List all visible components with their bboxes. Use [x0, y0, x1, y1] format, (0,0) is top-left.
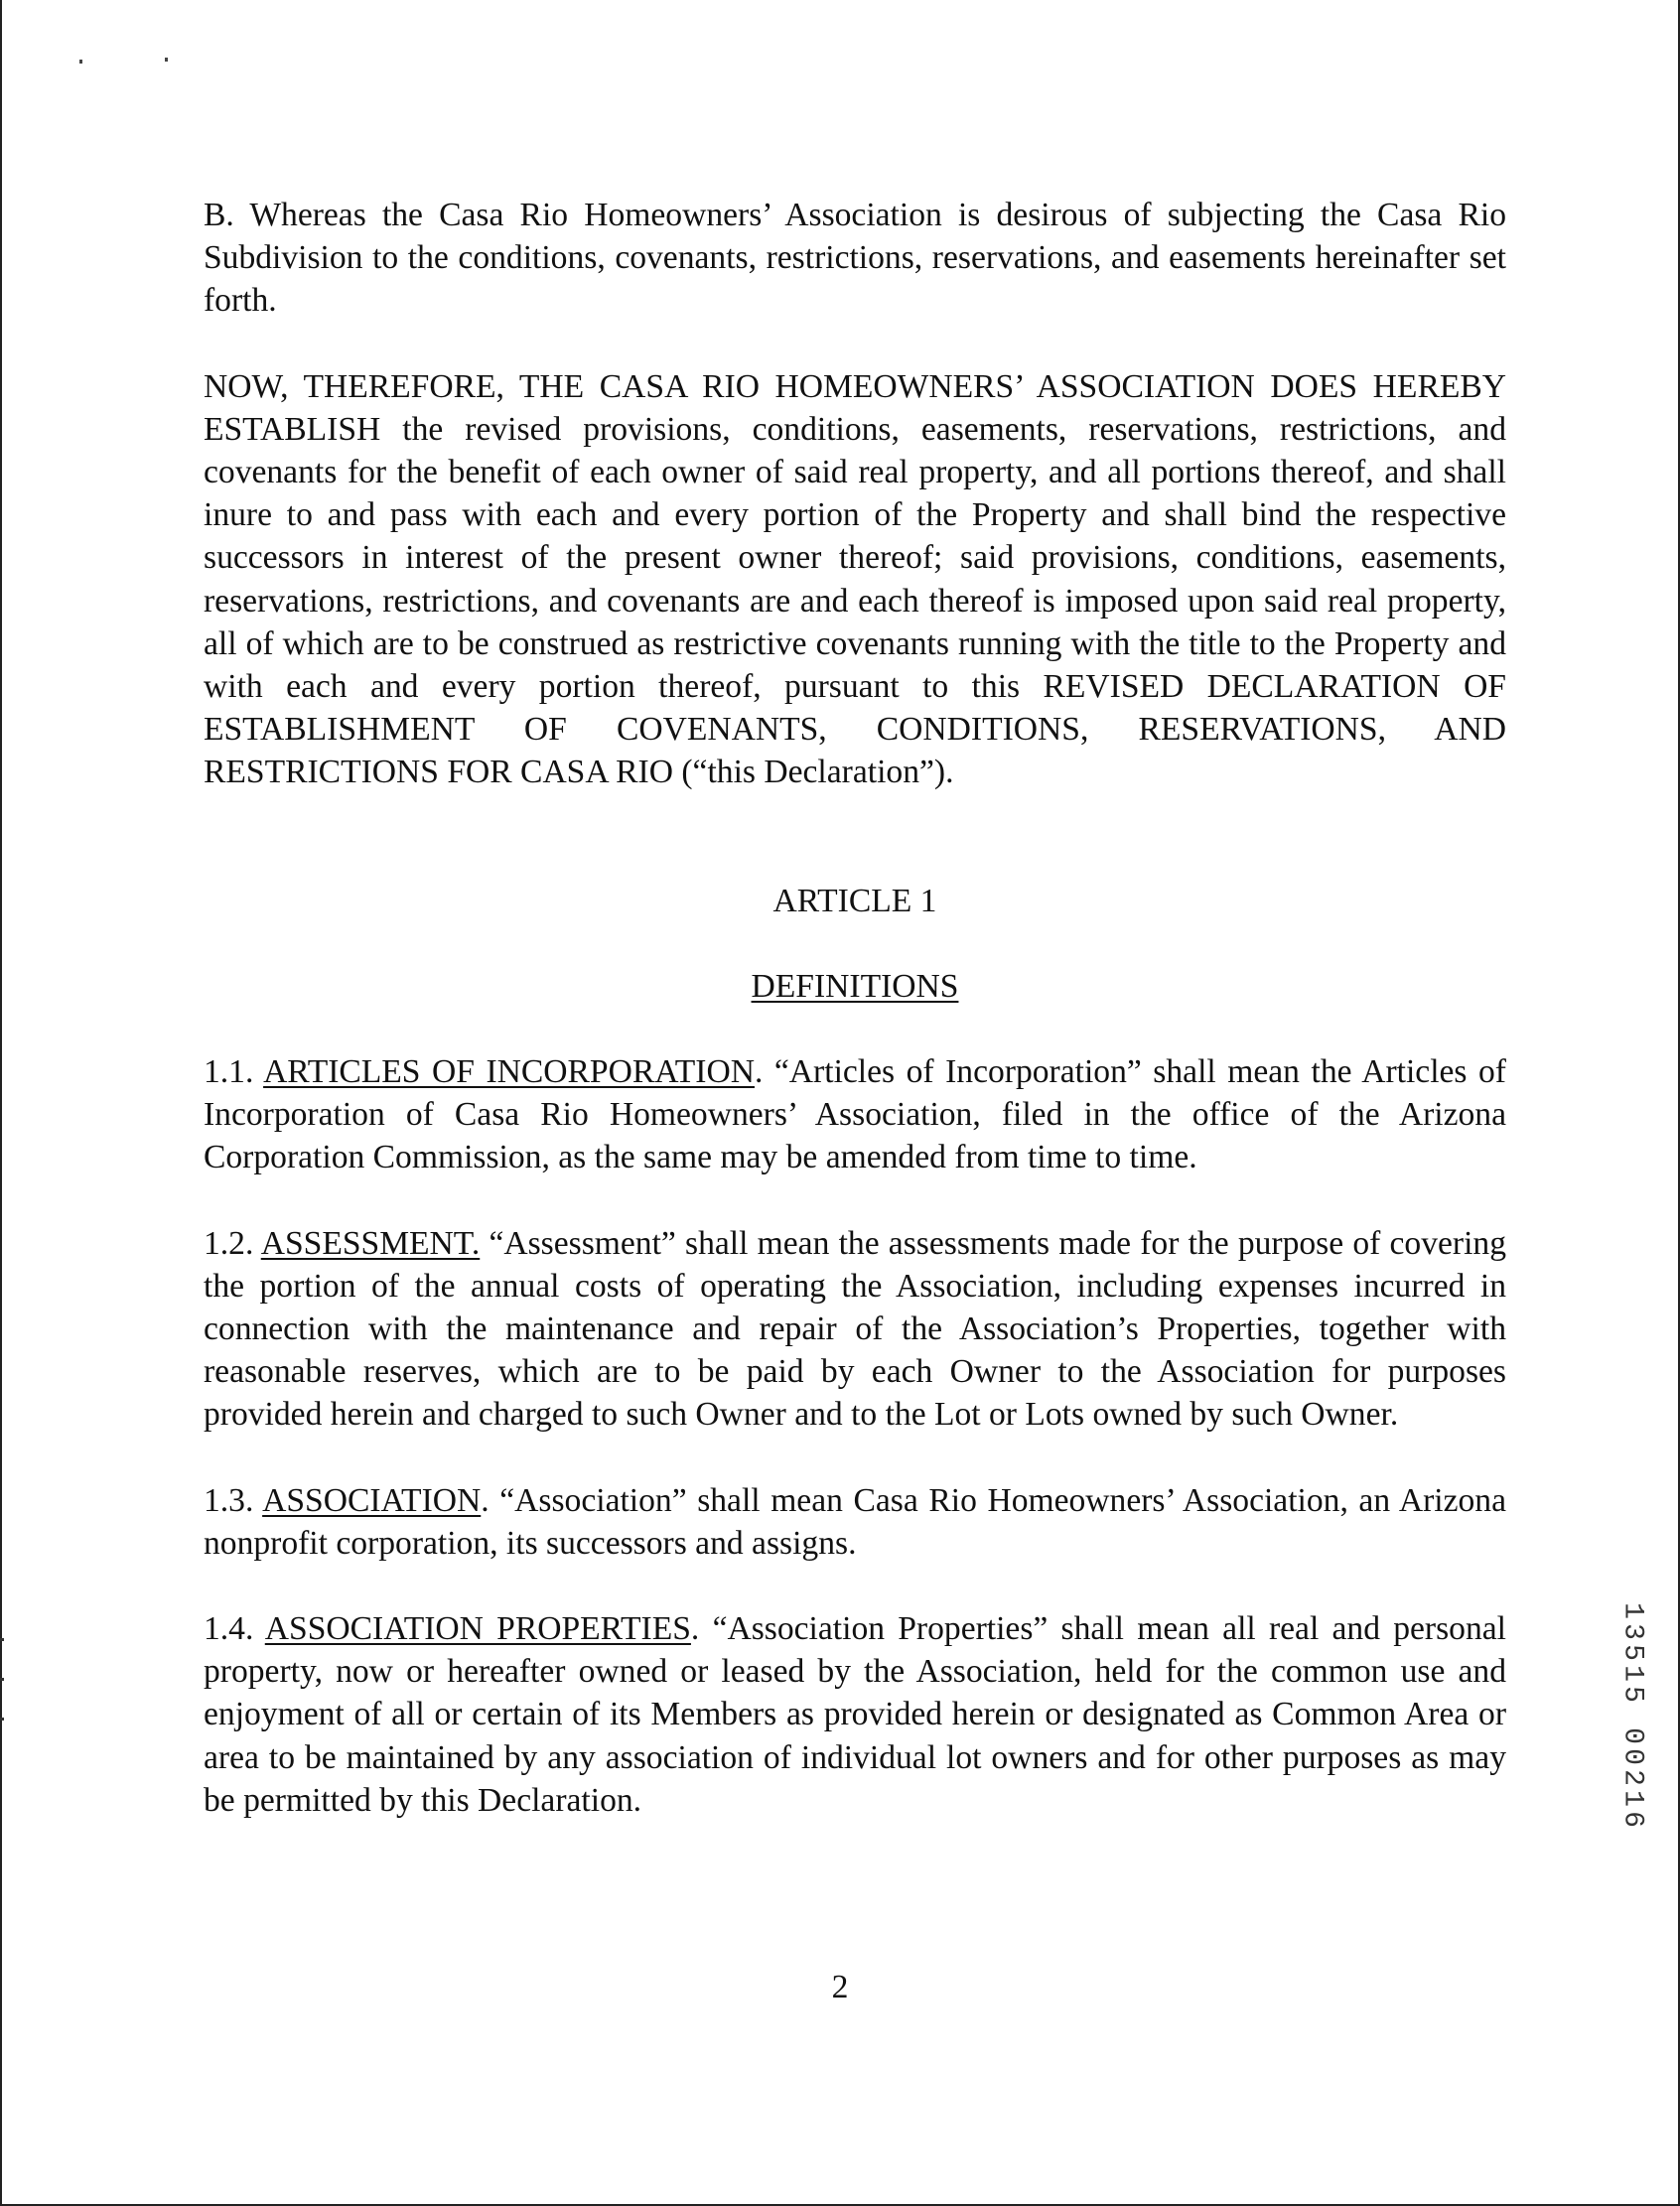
section-term-suffix: . [481, 1481, 490, 1519]
recording-stamp-glyph: 5 [1616, 1644, 1648, 1661]
definitions-heading: DEFINITIONS [751, 967, 959, 1005]
recital-b: B. Whereas the Casa Rio Homeowners’ Association is desirous of subjecting the Casa Rio Subdivision to the conditions, covenants, restrictions, reservations, and easements hereinafter set forth. [204, 197, 1506, 320]
section-1-3 [204, 1479, 1506, 1565]
section-1-4 [204, 1607, 1506, 1822]
page-number: 2 [831, 1969, 849, 2005]
recording-stamp-glyph: 2 [1616, 1769, 1648, 1786]
section-term-suffix: . [754, 1053, 764, 1091]
section-text: “Articles of Incorporation” shall mean the Articles of Incorporation of Casa Rio Homeowners’ Association, filed in the office of the Arizona Corporation Commission, as the same may be amended from time to time. [204, 1053, 1506, 1176]
recording-stamp-glyph: 5 [1616, 1686, 1648, 1703]
recording-stamp-glyph: 6 [1616, 1811, 1648, 1828]
section-term: ASSESSMENT. [260, 1224, 481, 1262]
recording-stamp-glyph: 3 [1616, 1623, 1648, 1640]
article-heading: ARTICLE 1 [772, 882, 937, 919]
section-number: 1.1. [204, 1053, 254, 1091]
section-text: “Association” shall mean Casa Rio Homeowners’ Association, an Arizona nonprofit corporation, its successors and assigns. [204, 1481, 1506, 1562]
recording-stamp-glyph: 0 [1616, 1748, 1648, 1765]
recording-stamp-glyph: 1 [1616, 1665, 1648, 1682]
margin-ticks [0, 1638, 6, 1757]
recording-stamp [1612, 1600, 1652, 1830]
section-number: 1.4. [204, 1610, 254, 1648]
section-text: “Association Properties” shall mean all real and personal property, now or hereafter owned or leased by the Association, held for the common use and enjoyment of all or certain of its Members as provided herein or designated as Common Area or area to be maintained by any association of individual lot owners and for other purposes as may be permitted by this Declaration. [204, 1610, 1506, 1819]
section-number: 1.3. [204, 1481, 254, 1519]
section-term-suffix: . [690, 1610, 700, 1648]
recording-stamp-glyph: 1 [1616, 1602, 1648, 1619]
recording-stamp-glyph: 1 [1616, 1790, 1648, 1807]
recording-stamp-glyph: 0 [1616, 1727, 1648, 1744]
section-term: ASSOCIATION [262, 1481, 482, 1519]
scan-specks [79, 60, 179, 69]
section-number: 1.2. [204, 1224, 254, 1262]
section-1-1 [204, 1050, 1506, 1179]
section-1-2 [204, 1222, 1506, 1437]
section-text: “Assessment” shall mean the assessments made for the purpose of covering the portion of the annual costs of operating the Association, including expenses incurred in connection with the maintenance and repair of the Association’s Properties, together with reasonable reserves, which are to be paid by each Owner to the Association for purposes provided herein and charged to such Owner and to the Lot or Lots owned by such Owner. [204, 1224, 1506, 1434]
section-term: ASSOCIATION PROPERTIES [264, 1610, 691, 1648]
section-term: ARTICLES OF INCORPORATION [263, 1053, 755, 1091]
now-therefore-clause: NOW, THEREFORE, THE CASA RIO HOMEOWNERS’ ASSOCIATION DOES HEREBY ESTABLISH the revised provisions, conditions, easements, reservations, restrictions, and covenants for the benefit of each owner of said real property, and all portions thereof, and shall inure to and pass with each and every portion of the Property and shall bind the respective successors in interest of the present owner thereof; said provisions, conditions, easements, reservations, restrictions, and covenants are and each thereof is imposed upon said real property, all of which are to be construed as restrictive covenants running with the title to the Property and with each and every portion thereof, pursuant to this REVISED DECLARATION OF ESTABLISHMENT OF COVENANTS, CONDITIONS, RESERVATIONS, AND RESTRICTIONS FOR CASA RIO (“this Declaration”). [204, 367, 1506, 791]
document-body [204, 194, 1506, 1864]
